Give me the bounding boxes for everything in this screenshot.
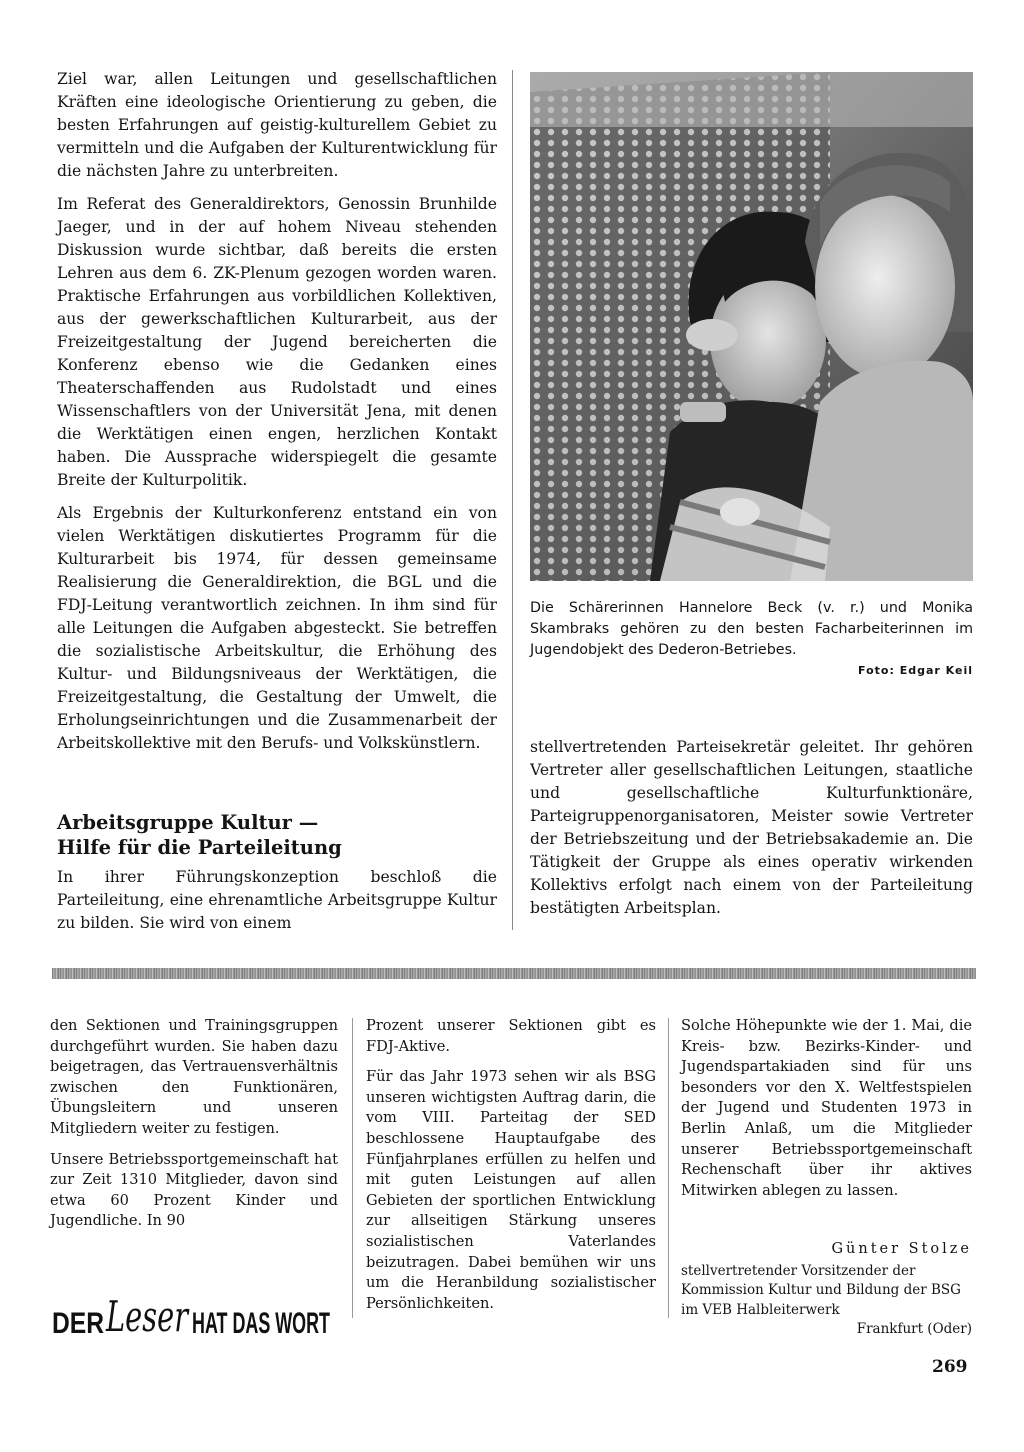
lower-column-3 bbox=[681, 1016, 972, 1211]
author-title: stellvertretender Vorsitzender der Kommission Kultur und Bildung der BSG im VEB Halbleiterwerk bbox=[681, 1262, 961, 1318]
author-location: Frankfurt (Oder) bbox=[856, 1321, 972, 1337]
article-column-right-top bbox=[530, 736, 973, 930]
logo-text-leser: Leser bbox=[105, 1292, 191, 1341]
page-number: 269 bbox=[932, 1357, 968, 1377]
article-column-left-bottom bbox=[57, 866, 497, 945]
paragraph: Im Referat des Generaldirektors, Genossin Brunhilde Jaeger, und in der auf hohem Niveau stehenden Diskussion wurde sichtbar, daß bereits die ersten Lehren aus dem 6. ZK-Plenum gezogen worden waren. Praktische Erfahrungen aus vorbildlichen Kollektiven, aus der gewerkschaftlichen Kulturarbeit, aus der Freizeitgestaltung der Jugend bereicherten die Konferenz ebenso wie die Gedanken eines Theaterschaffenden aus Rudolstadt und eines Wissenschaftlers von der Universität Jena, mit denen die Werktätigen einen engen, herzlichen Kontakt haben. Die Aussprache widerspiegelt die gesamte Breite der Kulturpolitik. bbox=[57, 195, 497, 489]
column-divider bbox=[668, 1018, 669, 1318]
article-photo bbox=[530, 72, 973, 581]
paragraph: Ziel war, allen Leitungen und gesellschaftlichen Kräften eine ideologische Orientierung zu geben, die besten Erfahrungen auf geistig-kulturellem Gebiet zu vermitteln und die Aufgaben der Kulturentwicklung für die nächsten Jahre zu unterbreiten. bbox=[57, 70, 497, 180]
logo-text-der: DER bbox=[52, 1307, 105, 1340]
paragraph: den Sektionen und Trainingsgruppen durchgeführt wurden. Sie haben dazu beigetragen, das Vertrauensverhältnis zwischen den Funktionären, Übungsleitern und unseren Mitgliedern weiter zu festigen. bbox=[50, 1017, 338, 1137]
lower-column-1 bbox=[50, 1016, 338, 1242]
rubric-logo bbox=[52, 1287, 332, 1347]
heading-line: Hilfe für die Parteileitung bbox=[57, 836, 342, 859]
photo-caption: Die Schärerinnen Hannelore Beck (v. r.) und Monika Skambraks gehören zu den besten Facharbeiterinnen im Jugendobjekt des Dederon-Betriebes. bbox=[530, 600, 973, 658]
paragraph: Als Ergebnis der Kulturkonferenz entstand ein von vielen Werktätigen diskutiertes Programm für die Kulturarbeit bis 1974, für dessen gemeinsame Realisierung die Generaldirektion, die BGL und die FDJ-Leitung verantwortlich zeichnen. In ihm sind für alle Leitungen die Aufgaben abgesteckt. Sie betreffen die sozialistische Arbeitskultur, die Erhöhung des Kultur- und Bildungsniveaus der Werktätigen, die Freizeitgestaltung, die Gestaltung der Umwelt, die Erholungseinrichtungen und die Zusammenarbeit der Arbeitskollektive mit den Berufs- und Volkskünstlern. bbox=[57, 504, 497, 752]
column-divider bbox=[512, 70, 513, 930]
paragraph: Für das Jahr 1973 sehen wir als BSG unseren wichtigsten Auftrag darin, die vom VIII. Parteitag der SED beschlossene Hauptaufgabe des Fünfjahrplanes erfüllen zu helfen und mit guten Leistungen auf allen Gebieten der sportlichen Entwicklung zur allseitigen Stärkung unseres sozialistischen Vaterlandes beizutragen. Dabei bemühen wir uns um die Heranbildung sozialistischer Persönlichkeiten. bbox=[366, 1068, 656, 1312]
section-heading bbox=[57, 810, 497, 860]
author-name: Günter Stolze bbox=[831, 1241, 972, 1257]
photo-credit: Foto: Edgar Keil bbox=[858, 664, 973, 677]
paragraph: In ihrer Führungskonzeption beschloß die Parteileitung, eine ehrenamtliche Arbeitsgruppe Kultur zu bilden. Sie wird von einem bbox=[57, 868, 497, 932]
article-column-left-top bbox=[57, 68, 497, 765]
lower-column-2 bbox=[366, 1016, 656, 1324]
author-signature bbox=[681, 1240, 972, 1340]
paragraph: stellvertretenden Parteisekretär geleitet. Ihr gehören Vertreter aller gesellschaftlichen Leitungen, staatliche und gesellschaftliche Kulturfunktionäre, Parteigruppenorganisatoren, Meister sowie Vertreter der Betriebszeitung und der Betriebsakademie an. Die Tätigkeit der Gruppe als eines operativ wirkenden Kollektivs erfolgt nach einem von der Parteileitung bestätigten Arbeitsplan. bbox=[530, 738, 973, 917]
column-divider bbox=[352, 1018, 353, 1318]
paragraph: Solche Höhepunkte wie der 1. Mai, die Kreis- bzw. Bezirks-Kinder- und Jugendspartakiaden sind für uns besonders vor den X. Weltfestspielen der Jugend und Studenten 1973 in Berlin Anlaß, um die Mitglieder unserer Betriebssportgemeinschaft Rechenschaft über ihr aktives Mitwirken ablegen zu lassen. bbox=[681, 1017, 972, 1199]
paragraph: Prozent unserer Sektionen gibt es FDJ-Aktive. bbox=[366, 1017, 656, 1055]
heading-line: Arbeitsgruppe Kultur — bbox=[57, 811, 319, 834]
section-divider bbox=[52, 968, 976, 979]
paragraph: Unsere Betriebssportgemeinschaft hat zur Zeit 1310 Mitglieder, davon sind etwa 60 Prozent Kinder und Jugendliche. In 90 bbox=[50, 1150, 338, 1230]
logo-text-hat-das-wort: HAT DAS WORT bbox=[192, 1307, 330, 1340]
